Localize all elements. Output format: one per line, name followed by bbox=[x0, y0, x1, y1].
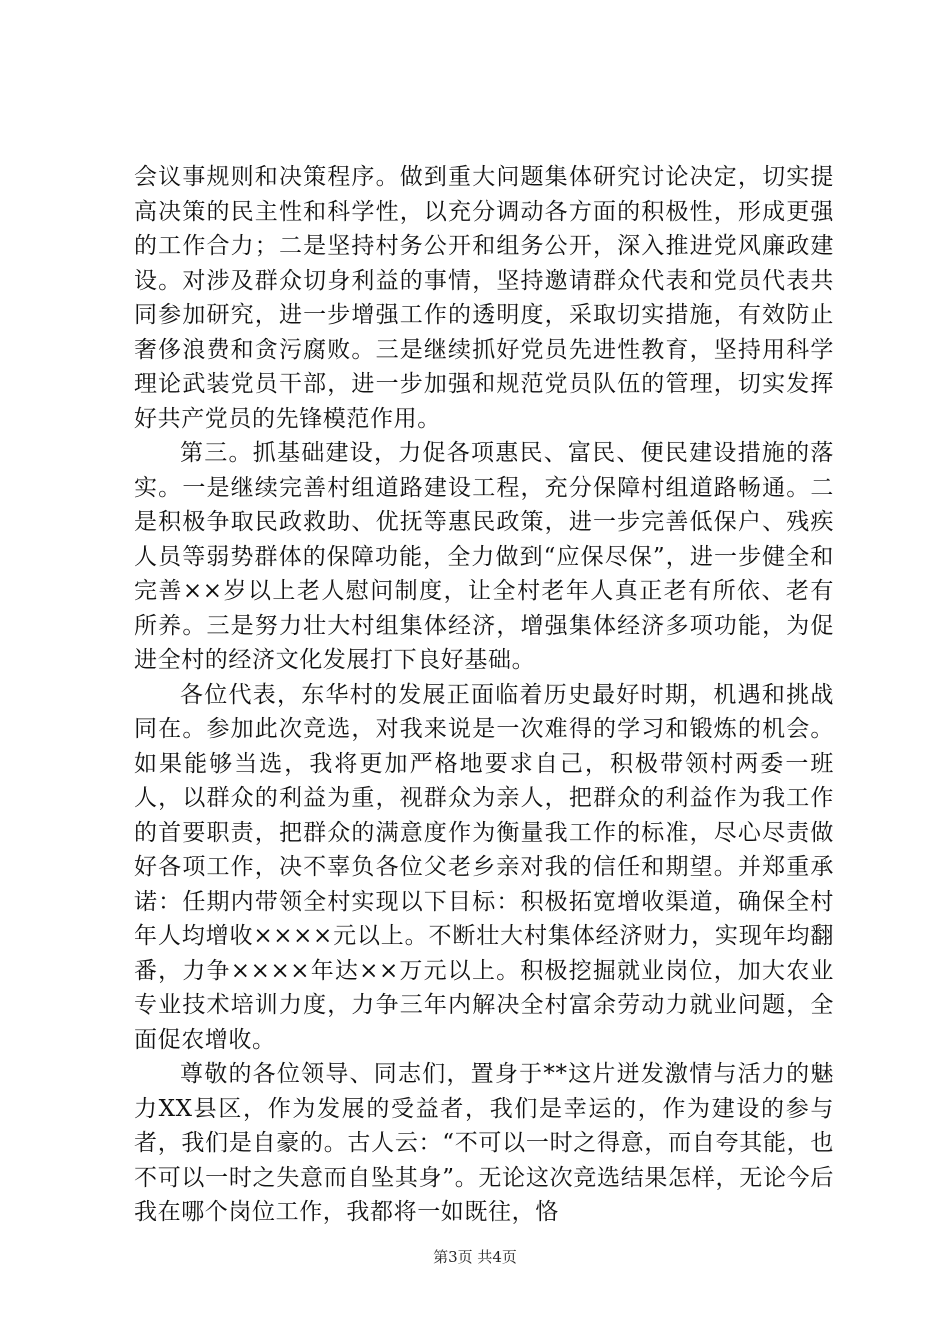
paragraph-1: 会议事规则和决策程序。做到重大问题集体研究讨论决定，切实提高决策的民主性和科学性，以充分调动各方面的积极性，形成更强的工作合力；二是坚持村务公开和组务公开，深入推进党风廉政建设。对涉及群众切身利益的事情，坚持邀请群众代表和党员代表共同参加研究，进一步增强工作的透明度，采取切实措施，有效防止奢侈浪费和贪污腐败。三是继续抓好党员先进性教育，坚持用科学理论武装党员干部，进一步加强和规范党员队伍的管理，切实发挥好共产党员的先锋模范作用。 bbox=[134, 164, 834, 432]
paragraph-3: 各位代表，东华村的发展正面临着历史最好时期，机遇和挑战同在。参加此次竞选，对我来说是一次难得的学习和锻炼的机会。如果能够当选，我将更加严格地要求自己，积极带领村两委一班人，以群众的利益为重，视群众为亲人，把群众的利益作为我工作的首要职责，把群众的满意度作为衡量我工作的标准，尽心尽责做好各项工作，决不辜负各位父老乡亲对我的信任和期望。并郑重承诺：任期内带领全村实现以下目标：积极拓宽增收渠道，确保全村年人均增收××××元以上。不断壮大村集体经济财力，实现年均翻番，力争××××年达××万元以上。积极挖掘就业岗位，加大农业专业技术培训力度，力争三年内解决全村富余劳动力就业问题，全面促农增收。 bbox=[134, 681, 834, 1053]
document-body bbox=[134, 160, 834, 1230]
paragraph-4: 尊敬的各位领导、同志们，置身于**这片迸发激情与活力的魅力XX县区，作为发展的受益者，我们是幸运的，作为建设的参与者，我们是自豪的。古人云：“不可以一时之得意，而自夸其能，也不可以一时之失意而自坠其身”。无论这次竞选结果怎样，无论今后我在哪个岗位工作，我都将一如既往，恪 bbox=[134, 1061, 834, 1225]
page-footer: 第3页 共4页 bbox=[433, 1248, 517, 1266]
paragraph-2: 第三。抓基础建设，力促各项惠民、富民、便民建设措施的落实。一是继续完善村组道路建设工程，充分保障村组道路畅通。二是积极争取民政救助、优抚等惠民政策，进一步完善低保户、残疾人员等弱势群体的保障功能，全力做到“应保尽保”，进一步健全和完善××岁以上老人慰问制度，让全村老年人真正老有所依、老有所养。三是努力壮大村组集体经济，增强集体经济多项功能，为促进全村的经济文化发展打下良好基础。 bbox=[134, 440, 834, 673]
